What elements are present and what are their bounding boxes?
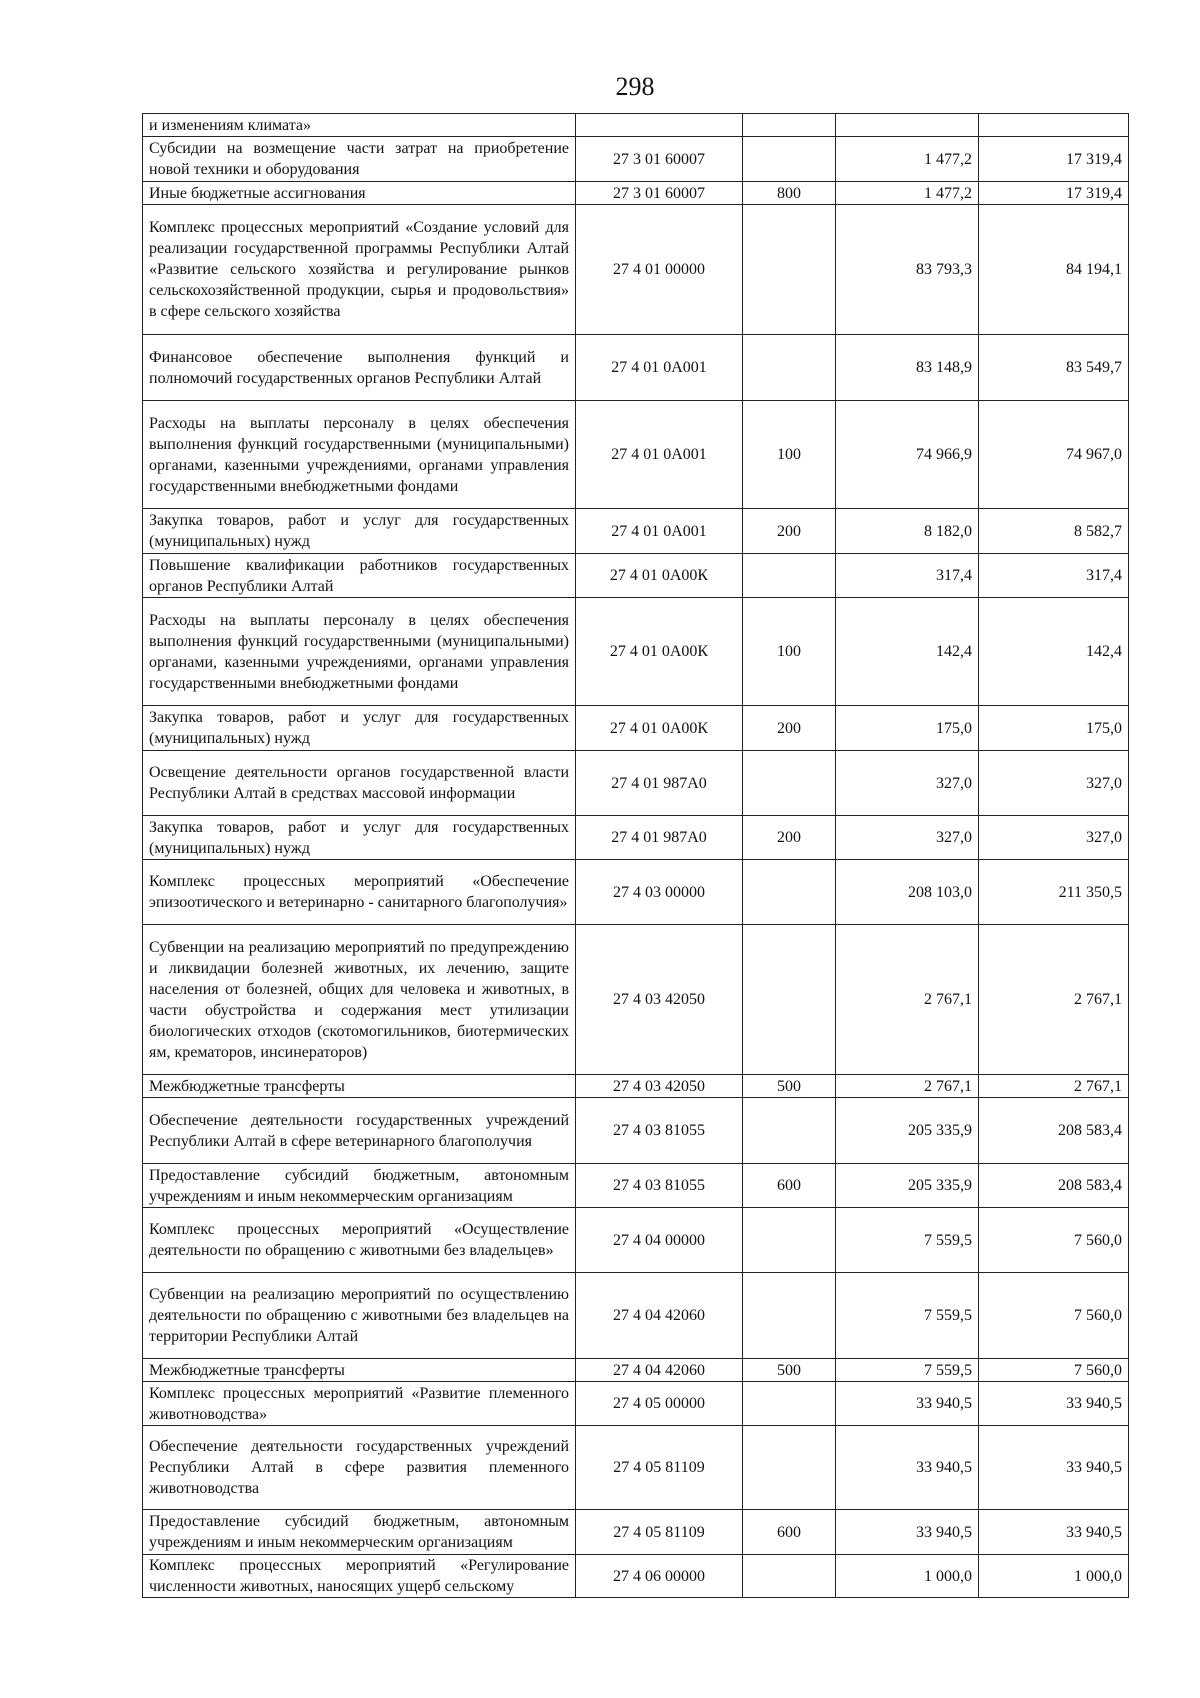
row-code: 27 4 01 0А00К [576,598,743,706]
row-expense-type: 500 [743,1359,836,1382]
row-expense-type [743,1426,836,1510]
row-sum-1: 317,4 [836,554,979,598]
page-number: 298 [615,72,655,101]
row-sum-1: 83 793,3 [836,205,979,335]
row-sum-1: 205 335,9 [836,1164,979,1208]
row-sum-2: 84 194,1 [979,205,1129,335]
row-sum-2: 327,0 [979,816,1129,860]
row-sum-1: 7 559,5 [836,1208,979,1273]
row-expense-type: 200 [743,816,836,860]
row-expense-type: 800 [743,182,836,205]
row-name: Закупка товаров, работ и услуг для государственных (муниципальных) нужд [143,706,576,751]
row-expense-type: 100 [743,598,836,706]
row-code: 27 4 04 00000 [576,1208,743,1273]
row-expense-type: 600 [743,1510,836,1555]
row-code: 27 4 01 0А001 [576,401,743,509]
row-expense-type [743,1208,836,1273]
row-sum-1: 7 559,5 [836,1359,979,1382]
row-name: Расходы на выплаты персоналу в целях обеспечения выполнения функций государственными (муниципальными) органами, казенными учреждениями, органами управления государственными внебюджетными фондами [143,598,576,706]
row-sum-1: 175,0 [836,706,979,751]
row-sum-2: 1 000,0 [979,1555,1129,1598]
row-expense-type [743,205,836,335]
row-expense-type [743,1555,836,1598]
row-expense-type [743,335,836,401]
row-name: Обеспечение деятельности государственных учреждений Республики Алтай в сфере ветеринарного благополучия [143,1098,576,1164]
row-sum-2 [979,114,1129,137]
table-row [143,137,1129,182]
table-row [143,1382,1129,1426]
row-name: Иные бюджетные ассигнования [143,182,576,205]
table-row [143,1208,1129,1273]
row-code: 27 4 01 0А00К [576,554,743,598]
row-sum-1: 7 559,5 [836,1273,979,1359]
row-name: Межбюджетные трансферты [143,1359,576,1382]
row-sum-1: 1 477,2 [836,137,979,182]
row-sum-2: 7 560,0 [979,1273,1129,1359]
row-code: 27 4 04 42060 [576,1273,743,1359]
row-name: Субсидии на возмещение части затрат на приобретение новой техники и оборудования [143,137,576,182]
table-row [143,401,1129,509]
row-sum-2: 33 940,5 [979,1510,1129,1555]
row-sum-2: 175,0 [979,706,1129,751]
row-name: Повышение квалификации работников государственных органов Республики Алтай [143,554,576,598]
table-row [143,706,1129,751]
row-code: 27 4 01 987А0 [576,816,743,860]
row-sum-1: 83 148,9 [836,335,979,401]
table-row [143,1359,1129,1382]
row-sum-1: 2 767,1 [836,925,979,1075]
table-row [143,1273,1129,1359]
row-sum-1: 74 966,9 [836,401,979,509]
row-name: и изменениям климата» [143,114,576,137]
row-code: 27 4 03 81055 [576,1098,743,1164]
row-expense-type [743,1273,836,1359]
row-sum-2: 74 967,0 [979,401,1129,509]
row-code: 27 4 05 00000 [576,1382,743,1426]
row-name: Субвенции на реализацию мероприятий по предупреждению и ликвидации болезней животных, их лечению, защите населения от болезней, общих для человека и животных, в части обустройства и содержания мест утилизации биологических отходов (скотомогильников, биотермических ям, крематоров, инсинераторов) [143,925,576,1075]
row-code: 27 4 03 42050 [576,925,743,1075]
row-sum-1: 1 477,2 [836,182,979,205]
table-row [143,1098,1129,1164]
table-row [143,816,1129,860]
row-expense-type: 200 [743,509,836,554]
row-code: 27 4 03 00000 [576,860,743,925]
row-code: 27 4 06 00000 [576,1555,743,1598]
row-code: 27 4 01 0А001 [576,335,743,401]
row-sum-2: 2 767,1 [979,1075,1129,1098]
row-expense-type [743,925,836,1075]
row-sum-2: 142,4 [979,598,1129,706]
row-name: Предоставление субсидий бюджетным, автономным учреждениям и иным некоммерческим организациям [143,1164,576,1208]
row-sum-2: 33 940,5 [979,1382,1129,1426]
row-expense-type [743,1382,836,1426]
row-expense-type [743,1098,836,1164]
table-row [143,860,1129,925]
row-expense-type [743,751,836,816]
row-name: Комплекс процессных мероприятий «Осуществление деятельности по обращению с животными без владельцев» [143,1208,576,1273]
table-row [143,1075,1129,1098]
table-row [143,751,1129,816]
table-row [143,925,1129,1075]
row-sum-2: 317,4 [979,554,1129,598]
table-row [143,335,1129,401]
row-sum-2: 7 560,0 [979,1359,1129,1382]
row-expense-type: 500 [743,1075,836,1098]
table-row [143,205,1129,335]
row-sum-1: 327,0 [836,751,979,816]
row-sum-1: 2 767,1 [836,1075,979,1098]
row-sum-2: 208 583,4 [979,1164,1129,1208]
row-sum-2: 17 319,4 [979,137,1129,182]
row-name: Субвенции на реализацию мероприятий по осуществлению деятельности по обращению с животными без владельцев на территории Республики Алтай [143,1273,576,1359]
row-sum-1: 327,0 [836,816,979,860]
row-sum-2: 327,0 [979,751,1129,816]
row-sum-2: 83 549,7 [979,335,1129,401]
row-expense-type [743,554,836,598]
row-expense-type [743,137,836,182]
row-sum-2: 8 582,7 [979,509,1129,554]
row-name: Предоставление субсидий бюджетным, автономным учреждениям и иным некоммерческим организациям [143,1510,576,1555]
table-row [143,1555,1129,1598]
row-code: 27 3 01 60007 [576,137,743,182]
row-name: Освещение деятельности органов государственной власти Республики Алтай в средствах массовой информации [143,751,576,816]
row-name: Обеспечение деятельности государственных учреждений Республики Алтай в сфере развития племенного животноводства [143,1426,576,1510]
table-row [143,509,1129,554]
row-code: 27 4 01 0А00К [576,706,743,751]
row-sum-1: 33 940,5 [836,1426,979,1510]
row-expense-type: 100 [743,401,836,509]
row-sum-1: 33 940,5 [836,1382,979,1426]
row-code: 27 3 01 60007 [576,182,743,205]
row-code: 27 4 03 81055 [576,1164,743,1208]
row-sum-2: 211 350,5 [979,860,1129,925]
row-code: 27 4 05 81109 [576,1426,743,1510]
row-name: Финансовое обеспечение выполнения функций и полномочий государственных органов Республики Алтай [143,335,576,401]
row-code: 27 4 04 42060 [576,1359,743,1382]
row-code [576,114,743,137]
row-code: 27 4 01 00000 [576,205,743,335]
row-code: 27 4 01 987А0 [576,751,743,816]
table-row [143,598,1129,706]
row-code: 27 4 01 0А001 [576,509,743,554]
row-name: Комплекс процессных мероприятий «Обеспечение эпизоотического и ветеринарно - санитарного благополучия» [143,860,576,925]
row-sum-1: 33 940,5 [836,1510,979,1555]
table-row [143,114,1129,137]
row-expense-type: 600 [743,1164,836,1208]
row-sum-1: 1 000,0 [836,1555,979,1598]
row-sum-1: 205 335,9 [836,1098,979,1164]
row-sum-1: 142,4 [836,598,979,706]
table-row [143,1426,1129,1510]
row-name: Закупка товаров, работ и услуг для государственных (муниципальных) нужд [143,816,576,860]
row-code: 27 4 05 81109 [576,1510,743,1555]
budget-table-body [143,114,1129,1598]
budget-table [142,113,1129,1598]
row-name: Комплекс процессных мероприятий «Создание условий для реализации государственной программы Республики Алтай «Развитие сельского хозяйства и регулирование рынков сельскохозяйственной продукции, сырья и продовольствия» в сфере сельского хозяйства [143,205,576,335]
row-expense-type: 200 [743,706,836,751]
row-sum-1: 8 182,0 [836,509,979,554]
row-sum-2: 208 583,4 [979,1098,1129,1164]
row-sum-1 [836,114,979,137]
row-sum-2: 33 940,5 [979,1426,1129,1510]
row-expense-type [743,114,836,137]
table-row [143,1164,1129,1208]
row-sum-1: 208 103,0 [836,860,979,925]
row-name: Комплекс процессных мероприятий «Развитие племенного животноводства» [143,1382,576,1426]
row-sum-2: 17 319,4 [979,182,1129,205]
row-name: Закупка товаров, работ и услуг для государственных (муниципальных) нужд [143,509,576,554]
row-name: Межбюджетные трансферты [143,1075,576,1098]
row-sum-2: 7 560,0 [979,1208,1129,1273]
row-code: 27 4 03 42050 [576,1075,743,1098]
row-expense-type [743,860,836,925]
row-name: Комплекс процессных мероприятий «Регулирование численности животных, наносящих ущерб сельскому [143,1555,576,1598]
row-name: Расходы на выплаты персоналу в целях обеспечения выполнения функций государственными (муниципальными) органами, казенными учреждениями, органами управления государственными внебюджетными фондами [143,401,576,509]
row-sum-2: 2 767,1 [979,925,1129,1075]
table-row [143,1510,1129,1555]
table-row [143,554,1129,598]
table-row [143,182,1129,205]
